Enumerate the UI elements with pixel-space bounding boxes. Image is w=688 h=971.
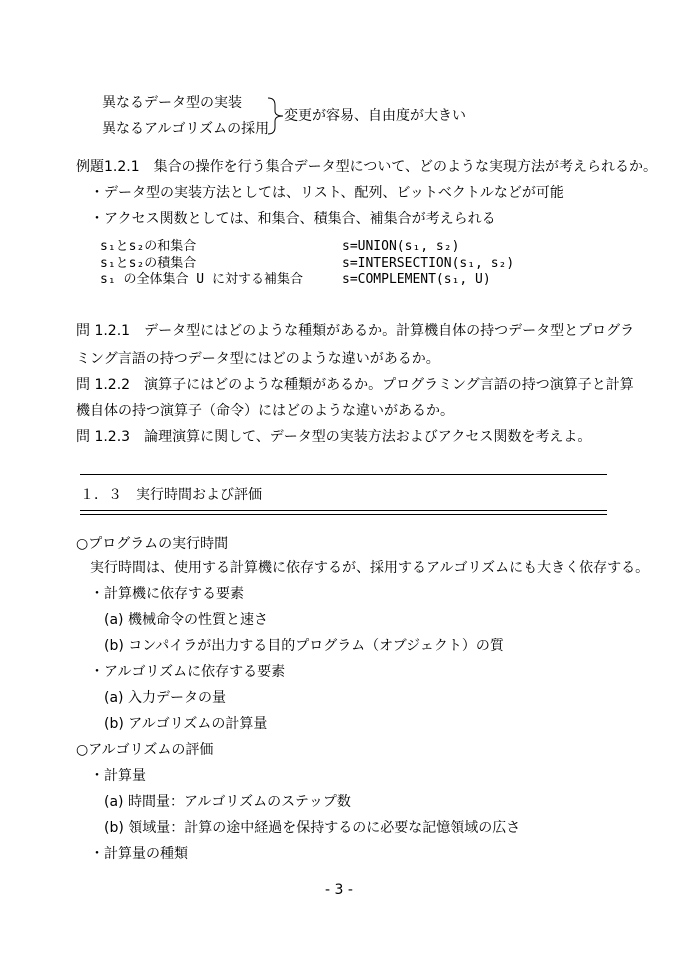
bullet-implementation: ・データ型の実装方法としては、リスト、配列、ビットベクトルなどが可能	[90, 185, 564, 201]
algorithm-choice-line: 異なるアルゴリズムの採用	[102, 121, 270, 137]
curly-brace-icon	[266, 96, 286, 136]
question-1-line-1: 問 1.2.1 データ型にはどのような種類があるか。計算機自体の持つデータ型とプログラ	[76, 323, 635, 339]
section-bottom-rule-2	[80, 514, 607, 515]
machine-factor-b: (b) コンパイラが出力する目的プログラム（オブジェクト）の質	[104, 638, 504, 654]
question-2-line-2: 機自体の持つ演算子（命令）にはどのような違いがあるか。	[76, 403, 454, 419]
op-complement-expr: s=COMPLEMENT(s₁, U)	[342, 272, 491, 287]
machine-factor-a: (a) 機械命令の性質と速さ	[104, 612, 268, 628]
complexity-kinds: ・計算量の種類	[90, 846, 188, 862]
runtime-heading: ○プログラムの実行時間	[76, 536, 229, 552]
question-3: 問 1.2.3 論理演算に関して、データ型の実装方法およびアクセス関数を考えよ。	[76, 429, 592, 445]
complexity-space: (b) 領域量：計算の途中経過を保持するのに必要な記憶領域の広さ	[104, 820, 521, 836]
question-1-line-2: ミング言語の持つデータ型にはどのような違いがあるか。	[76, 351, 440, 367]
evaluation-heading: ○アルゴリズムの評価	[76, 742, 214, 758]
algorithm-factor-a: (a) 入力データの量	[104, 690, 226, 706]
brace-note: 変更が容易、自由度が大きい	[284, 108, 466, 124]
section-bottom-rule-1	[80, 510, 607, 511]
complexity-head: ・計算量	[90, 768, 146, 784]
op-union-expr: s=UNION(s₁, s₂)	[342, 239, 460, 254]
section-top-rule	[80, 474, 607, 475]
bullet-access-functions: ・アクセス関数としては、和集合、積集合、補集合が考えられる	[90, 211, 496, 227]
op-intersection-desc: s₁とs₂の積集合	[100, 256, 197, 271]
page-number: - 3 -	[325, 882, 353, 898]
section-heading: １．３ 実行時間および評価	[80, 487, 262, 503]
example-title: 例題1.2.1 集合の操作を行う集合データ型について、どのような実現方法が考えられるか。	[76, 159, 658, 175]
impl-data-type-line: 異なるデータ型の実装	[102, 95, 242, 111]
op-intersection-expr: s=INTERSECTION(s₁, s₂)	[342, 256, 515, 271]
complexity-time: (a) 時間量：アルゴリズムのステップ数	[104, 794, 351, 810]
runtime-intro: 実行時間は、使用する計算機に依存するが、採用するアルゴリズムにも大きく依存する。	[90, 560, 650, 576]
op-complement-desc: s₁ の全体集合 U に対する補集合	[100, 272, 303, 287]
question-2-line-1: 問 1.2.2 演算子にはどのような種類があるか。プログラミング言語の持つ演算子と計算	[76, 377, 634, 393]
op-union-desc: s₁とs₂の和集合	[100, 239, 197, 254]
machine-factors-head: ・計算機に依存する要素	[90, 586, 244, 602]
algorithm-factor-b: (b) アルゴリズムの計算量	[104, 716, 268, 732]
algorithm-factors-head: ・アルゴリズムに依存する要素	[90, 664, 286, 680]
